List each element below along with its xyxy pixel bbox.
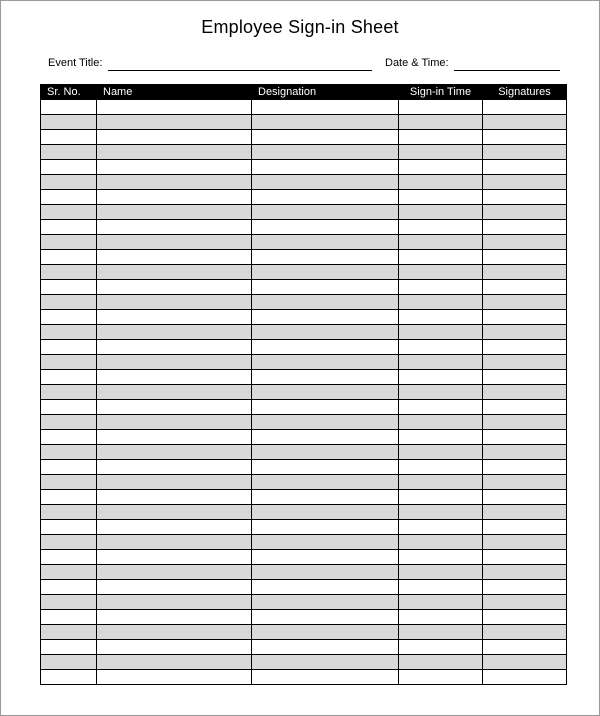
- name-cell[interactable]: [97, 355, 252, 370]
- signature-cell[interactable]: [483, 595, 567, 610]
- signature-cell[interactable]: [483, 190, 567, 205]
- signature-cell[interactable]: [483, 460, 567, 475]
- date-time-field[interactable]: [454, 70, 560, 71]
- table-row: [41, 655, 567, 670]
- name-cell[interactable]: [97, 625, 252, 640]
- signature-cell[interactable]: [483, 640, 567, 655]
- table-header-row: [41, 84, 567, 100]
- signature-cell[interactable]: [483, 250, 567, 265]
- sign-in-time-cell[interactable]: [399, 265, 483, 280]
- signature-cell[interactable]: [483, 580, 567, 595]
- sign-in-time-cell[interactable]: [399, 505, 483, 520]
- designation-cell[interactable]: [252, 385, 399, 400]
- column-header-signatures: Signatures: [483, 84, 567, 100]
- sign-in-time-cell[interactable]: [399, 370, 483, 385]
- table-row: [41, 355, 567, 370]
- designation-cell[interactable]: [252, 640, 399, 655]
- sign-in-time-cell[interactable]: [399, 340, 483, 355]
- signature-cell[interactable]: [483, 145, 567, 160]
- sr-no-cell[interactable]: [41, 235, 97, 250]
- sr-no-cell[interactable]: [41, 280, 97, 295]
- designation-cell[interactable]: [252, 580, 399, 595]
- name-cell[interactable]: [97, 175, 252, 190]
- table-row: [41, 280, 567, 295]
- sign-in-time-cell[interactable]: [399, 280, 483, 295]
- sr-no-cell[interactable]: [41, 490, 97, 505]
- name-cell[interactable]: [97, 130, 252, 145]
- table-row: [41, 580, 567, 595]
- signature-cell[interactable]: [483, 490, 567, 505]
- sr-no-cell[interactable]: [41, 415, 97, 430]
- sign-in-time-cell[interactable]: [399, 655, 483, 670]
- table-row: [41, 310, 567, 325]
- signature-cell[interactable]: [483, 220, 567, 235]
- table-row: [41, 325, 567, 340]
- sr-no-cell[interactable]: [41, 565, 97, 580]
- name-cell[interactable]: [97, 400, 252, 415]
- signature-cell[interactable]: [483, 295, 567, 310]
- sign-in-time-cell[interactable]: [399, 460, 483, 475]
- signature-cell[interactable]: [483, 325, 567, 340]
- table-row: [41, 670, 567, 685]
- designation-cell[interactable]: [252, 100, 399, 115]
- table-row: [41, 220, 567, 235]
- sign-in-time-cell[interactable]: [399, 220, 483, 235]
- signature-cell[interactable]: [483, 415, 567, 430]
- name-cell[interactable]: [97, 505, 252, 520]
- table-row: [41, 535, 567, 550]
- sign-in-time-cell[interactable]: [399, 670, 483, 685]
- sr-no-cell[interactable]: [41, 100, 97, 115]
- sr-no-cell[interactable]: [41, 610, 97, 625]
- designation-cell[interactable]: [252, 460, 399, 475]
- sign-in-time-cell[interactable]: [399, 580, 483, 595]
- designation-cell[interactable]: [252, 355, 399, 370]
- sr-no-cell[interactable]: [41, 550, 97, 565]
- name-cell[interactable]: [97, 190, 252, 205]
- sr-no-cell[interactable]: [41, 175, 97, 190]
- signature-cell[interactable]: [483, 235, 567, 250]
- sign-in-time-cell[interactable]: [399, 130, 483, 145]
- designation-cell[interactable]: [252, 625, 399, 640]
- sr-no-cell[interactable]: [41, 580, 97, 595]
- signature-cell[interactable]: [483, 400, 567, 415]
- designation-cell[interactable]: [252, 310, 399, 325]
- designation-cell[interactable]: [252, 280, 399, 295]
- sign-in-time-cell[interactable]: [399, 325, 483, 340]
- designation-cell[interactable]: [252, 295, 399, 310]
- sr-no-cell[interactable]: [41, 445, 97, 460]
- table-row: [41, 235, 567, 250]
- table-row: [41, 505, 567, 520]
- designation-cell[interactable]: [252, 145, 399, 160]
- signature-cell[interactable]: [483, 205, 567, 220]
- signature-cell[interactable]: [483, 370, 567, 385]
- signature-cell[interactable]: [483, 175, 567, 190]
- table-row: [41, 490, 567, 505]
- sr-no-cell[interactable]: [41, 505, 97, 520]
- designation-cell[interactable]: [252, 475, 399, 490]
- signature-cell[interactable]: [483, 625, 567, 640]
- sign-in-time-cell[interactable]: [399, 160, 483, 175]
- sr-no-cell[interactable]: [41, 355, 97, 370]
- sign-in-time-cell[interactable]: [399, 235, 483, 250]
- sign-in-time-cell[interactable]: [399, 295, 483, 310]
- sr-no-cell[interactable]: [41, 115, 97, 130]
- table-row: [41, 520, 567, 535]
- signature-cell[interactable]: [483, 430, 567, 445]
- table-row: [41, 190, 567, 205]
- designation-cell[interactable]: [252, 400, 399, 415]
- name-cell[interactable]: [97, 415, 252, 430]
- table-row: [41, 115, 567, 130]
- sign-in-time-cell[interactable]: [399, 310, 483, 325]
- signature-cell[interactable]: [483, 265, 567, 280]
- name-cell[interactable]: [97, 265, 252, 280]
- name-cell[interactable]: [97, 235, 252, 250]
- table-body: [41, 100, 567, 685]
- table-row: [41, 430, 567, 445]
- table-row: [41, 385, 567, 400]
- designation-cell[interactable]: [252, 535, 399, 550]
- signature-cell[interactable]: [483, 280, 567, 295]
- designation-cell[interactable]: [252, 370, 399, 385]
- sign-in-time-cell[interactable]: [399, 190, 483, 205]
- signature-cell[interactable]: [483, 340, 567, 355]
- column-header-sign-in-time: Sign-in Time: [399, 84, 483, 100]
- sign-in-time-cell[interactable]: [399, 415, 483, 430]
- designation-cell[interactable]: [252, 160, 399, 175]
- signature-cell[interactable]: [483, 550, 567, 565]
- sr-no-cell[interactable]: [41, 475, 97, 490]
- designation-cell[interactable]: [252, 430, 399, 445]
- sr-no-cell[interactable]: [41, 265, 97, 280]
- signature-cell[interactable]: [483, 670, 567, 685]
- name-cell[interactable]: [97, 370, 252, 385]
- table-row: [41, 145, 567, 160]
- sr-no-cell[interactable]: [41, 385, 97, 400]
- page-title: Employee Sign-in Sheet: [201, 17, 399, 37]
- signature-cell[interactable]: [483, 130, 567, 145]
- table-row: [41, 565, 567, 580]
- name-cell[interactable]: [97, 310, 252, 325]
- designation-cell[interactable]: [252, 250, 399, 265]
- name-cell[interactable]: [97, 295, 252, 310]
- signature-cell[interactable]: [483, 355, 567, 370]
- sign-in-time-cell[interactable]: [399, 145, 483, 160]
- designation-cell[interactable]: [252, 265, 399, 280]
- sign-in-time-cell[interactable]: [399, 595, 483, 610]
- designation-cell[interactable]: [252, 505, 399, 520]
- sr-no-cell[interactable]: [41, 595, 97, 610]
- table-row: [41, 370, 567, 385]
- sr-no-cell[interactable]: [41, 655, 97, 670]
- signature-cell[interactable]: [483, 310, 567, 325]
- sign-in-time-cell[interactable]: [399, 430, 483, 445]
- signature-cell[interactable]: [483, 385, 567, 400]
- designation-cell[interactable]: [252, 550, 399, 565]
- sign-in-time-cell[interactable]: [399, 625, 483, 640]
- name-cell[interactable]: [97, 490, 252, 505]
- designation-cell[interactable]: [252, 595, 399, 610]
- sr-no-cell[interactable]: [41, 430, 97, 445]
- name-cell[interactable]: [97, 640, 252, 655]
- designation-cell[interactable]: [252, 670, 399, 685]
- sign-in-time-cell[interactable]: [399, 355, 483, 370]
- sr-no-cell[interactable]: [41, 310, 97, 325]
- column-header-name: Name: [97, 84, 252, 100]
- name-cell[interactable]: [97, 280, 252, 295]
- sign-in-time-cell[interactable]: [399, 490, 483, 505]
- sr-no-cell[interactable]: [41, 400, 97, 415]
- sr-no-cell[interactable]: [41, 250, 97, 265]
- table-row: [41, 205, 567, 220]
- sr-no-cell[interactable]: [41, 670, 97, 685]
- signature-cell[interactable]: [483, 520, 567, 535]
- name-cell[interactable]: [97, 520, 252, 535]
- name-cell[interactable]: [97, 550, 252, 565]
- signature-cell[interactable]: [483, 100, 567, 115]
- name-cell[interactable]: [97, 340, 252, 355]
- signature-cell[interactable]: [483, 655, 567, 670]
- designation-cell[interactable]: [252, 115, 399, 130]
- designation-cell[interactable]: [252, 340, 399, 355]
- name-cell[interactable]: [97, 145, 252, 160]
- column-header-designation: Designation: [252, 84, 399, 100]
- name-cell[interactable]: [97, 220, 252, 235]
- signature-cell[interactable]: [483, 160, 567, 175]
- sign-in-time-cell[interactable]: [399, 250, 483, 265]
- name-cell[interactable]: [97, 100, 252, 115]
- designation-cell[interactable]: [252, 565, 399, 580]
- sign-in-time-cell[interactable]: [399, 400, 483, 415]
- table-row: [41, 610, 567, 625]
- sr-no-cell[interactable]: [41, 370, 97, 385]
- date-time-label: Date & Time:: [385, 57, 449, 69]
- column-header-sr-no: Sr. No.: [41, 84, 97, 100]
- sign-in-time-cell[interactable]: [399, 475, 483, 490]
- designation-cell[interactable]: [252, 205, 399, 220]
- sr-no-cell[interactable]: [41, 340, 97, 355]
- name-cell[interactable]: [97, 460, 252, 475]
- table-row: [41, 160, 567, 175]
- designation-cell[interactable]: [252, 190, 399, 205]
- table-row: [41, 265, 567, 280]
- name-cell[interactable]: [97, 115, 252, 130]
- name-cell[interactable]: [97, 325, 252, 340]
- event-title-label: Event Title:: [48, 57, 103, 69]
- designation-cell[interactable]: [252, 610, 399, 625]
- sign-in-time-cell[interactable]: [399, 640, 483, 655]
- sr-no-cell[interactable]: [41, 295, 97, 310]
- designation-cell[interactable]: [252, 130, 399, 145]
- sign-in-time-cell[interactable]: [399, 550, 483, 565]
- table-row: [41, 550, 567, 565]
- name-cell[interactable]: [97, 580, 252, 595]
- table-row: [41, 175, 567, 190]
- table-row: [41, 130, 567, 145]
- sr-no-cell[interactable]: [41, 535, 97, 550]
- sr-no-cell[interactable]: [41, 460, 97, 475]
- signature-cell[interactable]: [483, 535, 567, 550]
- name-cell[interactable]: [97, 565, 252, 580]
- sr-no-cell[interactable]: [41, 145, 97, 160]
- signature-cell[interactable]: [483, 565, 567, 580]
- sign-in-table: [40, 84, 567, 685]
- sr-no-cell[interactable]: [41, 325, 97, 340]
- designation-cell[interactable]: [252, 520, 399, 535]
- name-cell[interactable]: [97, 595, 252, 610]
- table-row: [41, 475, 567, 490]
- event-title-field[interactable]: [108, 70, 372, 71]
- designation-cell[interactable]: [252, 445, 399, 460]
- sign-in-time-cell[interactable]: [399, 535, 483, 550]
- name-cell[interactable]: [97, 385, 252, 400]
- designation-cell[interactable]: [252, 415, 399, 430]
- sign-in-time-cell[interactable]: [399, 100, 483, 115]
- signature-cell[interactable]: [483, 115, 567, 130]
- sign-in-time-cell[interactable]: [399, 115, 483, 130]
- sign-in-time-cell[interactable]: [399, 565, 483, 580]
- sign-in-time-cell[interactable]: [399, 445, 483, 460]
- sr-no-cell[interactable]: [41, 190, 97, 205]
- table-row: [41, 250, 567, 265]
- name-cell[interactable]: [97, 475, 252, 490]
- designation-cell[interactable]: [252, 175, 399, 190]
- name-cell[interactable]: [97, 250, 252, 265]
- sign-in-time-cell[interactable]: [399, 175, 483, 190]
- name-cell[interactable]: [97, 535, 252, 550]
- name-cell[interactable]: [97, 430, 252, 445]
- designation-cell[interactable]: [252, 220, 399, 235]
- signature-cell[interactable]: [483, 475, 567, 490]
- sr-no-cell[interactable]: [41, 220, 97, 235]
- name-cell[interactable]: [97, 160, 252, 175]
- table-row: [41, 595, 567, 610]
- designation-cell[interactable]: [252, 235, 399, 250]
- table-row: [41, 100, 567, 115]
- name-cell[interactable]: [97, 655, 252, 670]
- designation-cell[interactable]: [252, 655, 399, 670]
- sr-no-cell[interactable]: [41, 130, 97, 145]
- table-row: [41, 400, 567, 415]
- sr-no-cell[interactable]: [41, 625, 97, 640]
- table-row: [41, 640, 567, 655]
- table-row: [41, 415, 567, 430]
- table-row: [41, 625, 567, 640]
- table-row: [41, 460, 567, 475]
- designation-cell[interactable]: [252, 490, 399, 505]
- signature-cell[interactable]: [483, 505, 567, 520]
- table-row: [41, 340, 567, 355]
- name-cell[interactable]: [97, 205, 252, 220]
- signature-cell[interactable]: [483, 445, 567, 460]
- name-cell[interactable]: [97, 610, 252, 625]
- signature-cell[interactable]: [483, 610, 567, 625]
- sr-no-cell[interactable]: [41, 640, 97, 655]
- sign-in-time-cell[interactable]: [399, 205, 483, 220]
- table-row: [41, 445, 567, 460]
- name-cell[interactable]: [97, 445, 252, 460]
- sign-in-time-cell[interactable]: [399, 385, 483, 400]
- sr-no-cell[interactable]: [41, 205, 97, 220]
- table-row: [41, 295, 567, 310]
- sr-no-cell[interactable]: [41, 160, 97, 175]
- sign-in-time-cell[interactable]: [399, 520, 483, 535]
- designation-cell[interactable]: [252, 325, 399, 340]
- sign-in-time-cell[interactable]: [399, 610, 483, 625]
- sr-no-cell[interactable]: [41, 520, 97, 535]
- name-cell[interactable]: [97, 670, 252, 685]
